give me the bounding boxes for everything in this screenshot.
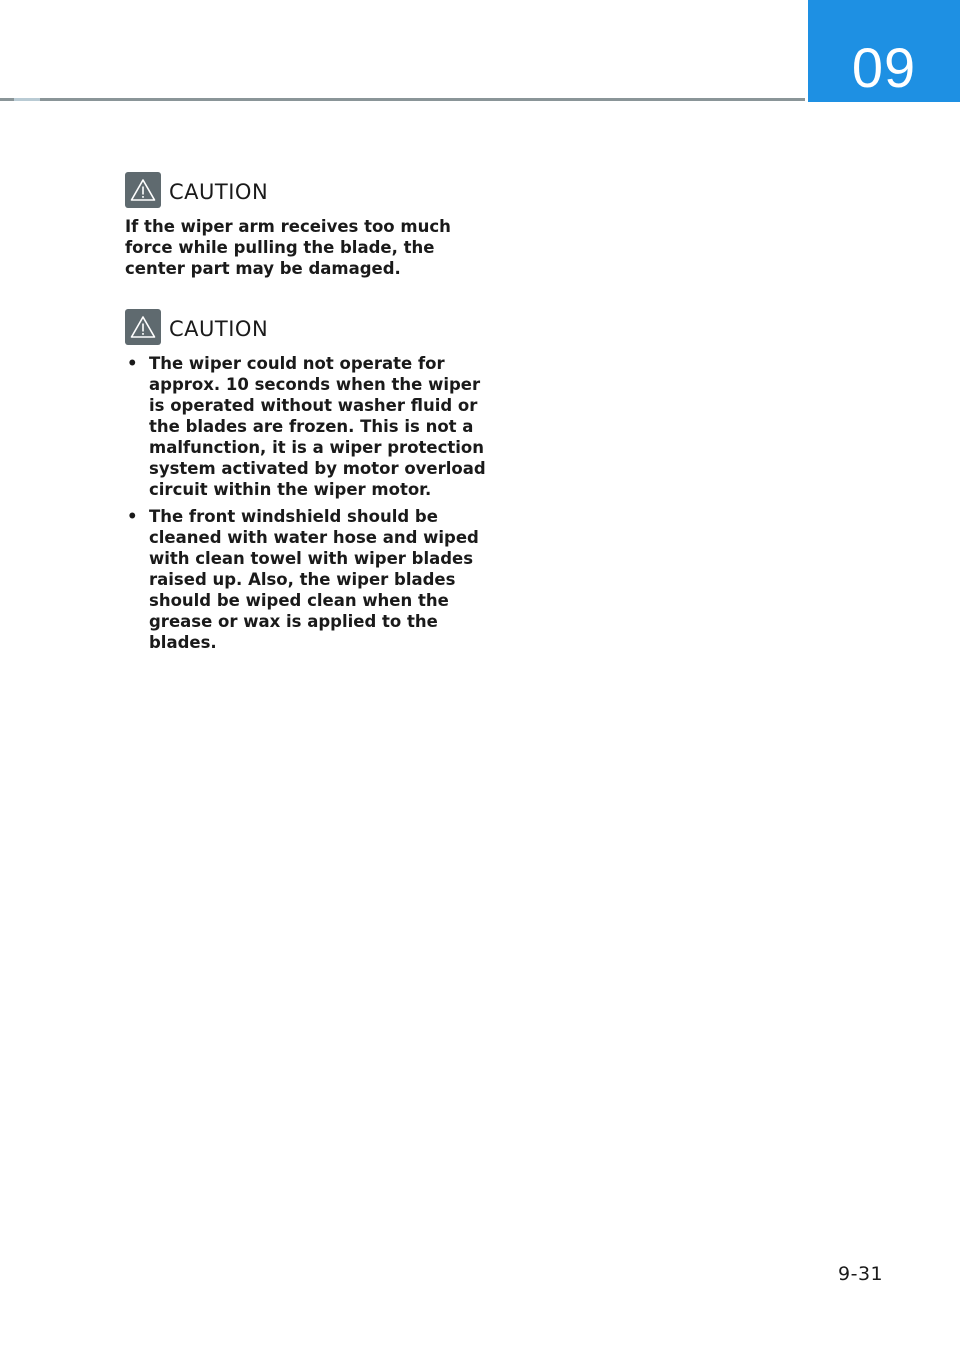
caution-title: CAUTION	[169, 180, 269, 204]
caution-block-1	[125, 172, 495, 279]
warning-triangle-icon	[125, 309, 161, 345]
bullet-dot-icon: •	[127, 354, 138, 373]
warning-triangle-icon	[125, 172, 161, 208]
caution-block-2	[125, 309, 495, 653]
list-item-text: The wiper could not operate for approx. 10 seconds when the wiper is operated without washer fluid or the blades are frozen. This is not a malfunction, it is a wiper protection system activated by motor overload circuit within the wiper motor.	[149, 354, 486, 499]
caution-header	[125, 309, 495, 345]
list-item-text: The front windshield should be cleaned with water hose and wiped with clean towel with wiper blades raised up. Also, the wiper blades should be wiped clean when the grease or wax is applied to the blades.	[149, 507, 479, 652]
caution-bullet-list	[125, 353, 495, 653]
caution-text: If the wiper arm receives too much force while pulling the blade, the center part may be damaged.	[125, 217, 451, 278]
caution-header	[125, 172, 495, 208]
page-number: 9-31	[838, 1263, 884, 1285]
caution-title: CAUTION	[169, 317, 269, 341]
header-divider	[0, 98, 805, 101]
chapter-number: 09	[851, 36, 917, 99]
main-content	[125, 172, 495, 683]
chapter-tab	[808, 0, 960, 102]
header-divider-accent	[14, 98, 40, 101]
list-item	[125, 353, 495, 500]
list-item	[125, 506, 495, 653]
bullet-dot-icon: •	[127, 507, 138, 526]
